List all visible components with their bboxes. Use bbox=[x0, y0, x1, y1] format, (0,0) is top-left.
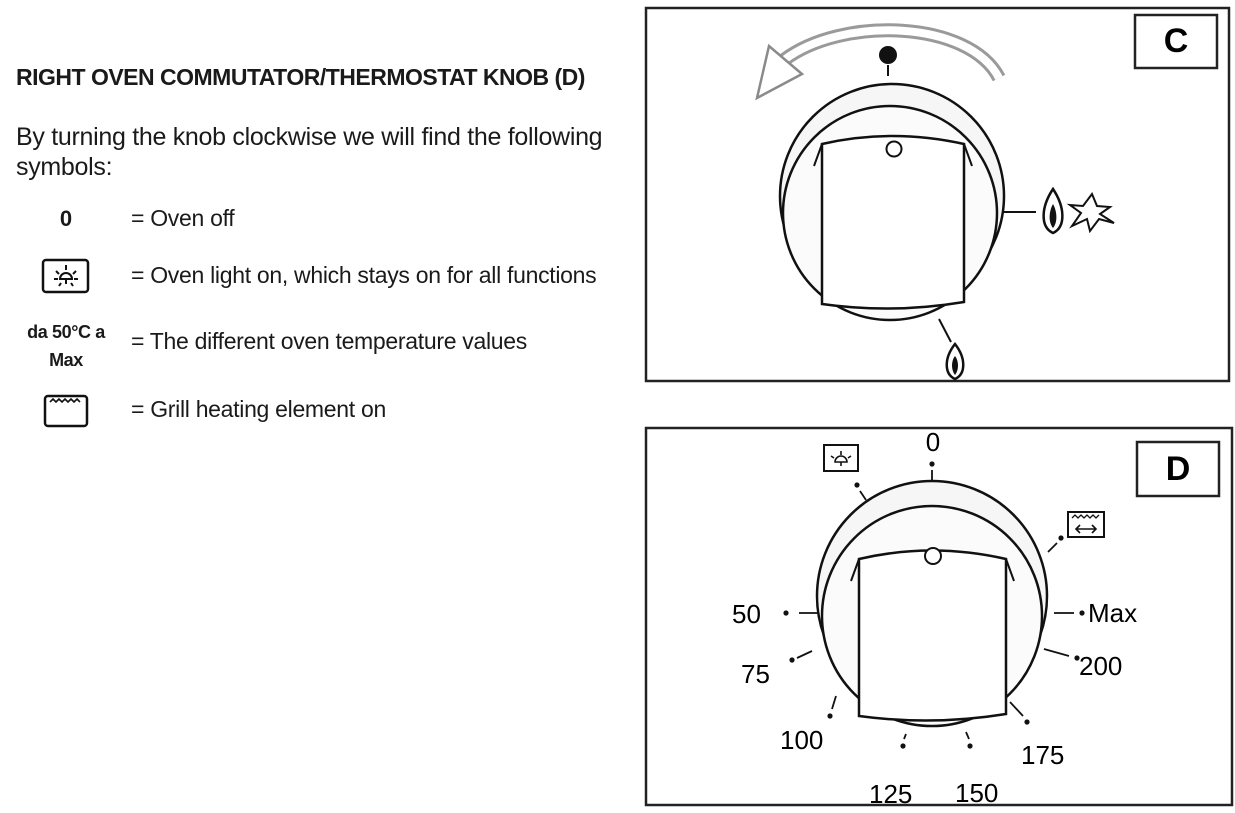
knob-d bbox=[817, 481, 1047, 726]
scale-label-175: 175 bbox=[1021, 740, 1065, 770]
scale-label-125: 125 bbox=[869, 779, 913, 809]
scale-label-100: 100 bbox=[780, 725, 824, 755]
grill-element-icon bbox=[42, 392, 90, 428]
oven-light-icon bbox=[41, 258, 91, 294]
figure-d-label-box bbox=[1137, 442, 1219, 496]
figure-d bbox=[644, 426, 1234, 810]
off-dot-icon bbox=[879, 46, 897, 64]
symbol-cell bbox=[16, 318, 116, 374]
symbol-row-temperature bbox=[16, 318, 616, 374]
symbol-description: = Oven off bbox=[131, 205, 235, 231]
symbol-cell bbox=[16, 253, 116, 299]
symbol-cell bbox=[16, 196, 116, 242]
figure-d-label: D bbox=[1165, 450, 1191, 488]
temperature-range-label: da 50°C a Max bbox=[27, 322, 105, 370]
scale-label-150: 150 bbox=[955, 778, 999, 808]
scale-label-zero: 0 bbox=[925, 427, 941, 457]
scale-label-75: 75 bbox=[741, 659, 770, 689]
figure-d-drawing bbox=[644, 426, 1234, 810]
symbol-row-grill bbox=[16, 387, 616, 433]
symbol-description: = Oven light on, which stays on for all functions bbox=[131, 262, 597, 288]
figure-c-drawing bbox=[644, 6, 1232, 384]
scale-label-max: Max bbox=[1088, 598, 1138, 628]
symbol-description: = Grill heating element on bbox=[131, 396, 386, 422]
symbol-row-oven-light bbox=[16, 253, 616, 299]
grill-element-icon bbox=[1068, 512, 1104, 537]
oven-light-icon bbox=[824, 445, 858, 471]
symbol-cell bbox=[16, 387, 116, 433]
section-heading: RIGHT OVEN COMMUTATOR/THERMOSTAT KNOB (D) bbox=[16, 64, 585, 90]
zero-symbol: 0 bbox=[59, 206, 73, 231]
figure-c-label-box bbox=[1135, 15, 1217, 68]
knob-c bbox=[780, 84, 1004, 320]
scale-label-200: 200 bbox=[1079, 651, 1123, 681]
symbol-row-oven-off bbox=[16, 196, 616, 242]
figure-c-label: C bbox=[1163, 22, 1189, 60]
symbol-description: = The different oven temperature values bbox=[131, 328, 527, 354]
figure-c bbox=[644, 6, 1232, 384]
intro-text: By turning the knob clockwise we will find the following symbols: bbox=[16, 123, 603, 181]
scale-label-50: 50 bbox=[732, 599, 761, 629]
